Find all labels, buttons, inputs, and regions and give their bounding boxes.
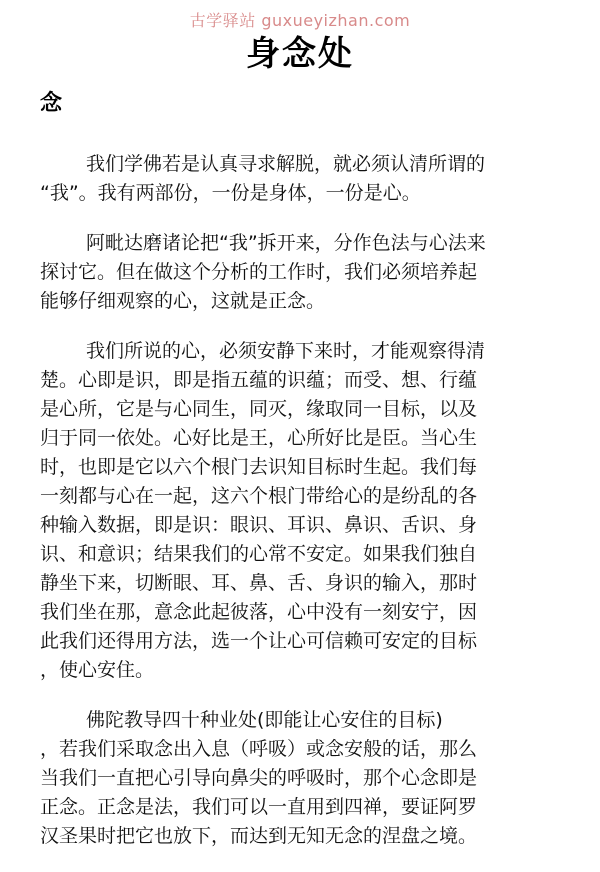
text-line: 汉圣果时把它也放下，而达到无知无念的涅盘之境。 <box>40 825 478 847</box>
text-line: 一刻都与心在一起，这六个根门带给心的是纷乱的各 <box>40 485 478 507</box>
paragraph <box>40 229 570 316</box>
text-line: “我”。我有两部份，一份是身体，一份是心。 <box>40 182 421 204</box>
text-line: 当我们一直把心引导向鼻尖的呼吸时，那个心念即是 <box>40 767 478 789</box>
text-line: 种输入数据，即是识：眼识、耳识、鼻识、舌识、身 <box>40 514 478 536</box>
text-line: 正念。正念是法，我们可以一直用到四禅，要证阿罗 <box>40 796 478 818</box>
text-line: 我们所说的心，必须安静下来时，才能观察得清 <box>86 340 486 362</box>
text-line: 我们学佛若是认真寻求解脱，就必须认清所谓的 <box>86 153 486 175</box>
text-line: 静坐下来，切断眼、耳、鼻、舌、身识的输入，那时 <box>40 572 478 594</box>
text-line: ，若我们采取念出入息（呼吸）或念安般的话，那么 <box>40 738 478 760</box>
text-line: 能够仔细观察的心，这就是正念。 <box>40 290 326 312</box>
paragraph <box>40 150 570 208</box>
text-line: ，使心安住。 <box>40 659 155 681</box>
text-line: 探讨它。但在做这个分析的工作时，我们必须培养起 <box>40 261 478 283</box>
text-line: 时，也即是它以六个根门去识知目标时生起。我们每 <box>40 456 478 478</box>
text-line: 楚。心即是识，即是指五蕴的识蕴；而受、想、行蕴 <box>40 369 478 391</box>
page-title: 身念处 <box>246 34 354 74</box>
text-line: 此我们还得用方法，选一个让心可信赖可安定的目标 <box>40 630 478 652</box>
text-line: 阿毗达磨诸论把“我”拆开来，分作色法与心法来 <box>86 232 486 254</box>
body-text <box>40 150 570 872</box>
text-line: 我们坐在那，意念此起彼落，心中没有一刻安宁，因 <box>40 601 478 623</box>
paragraph <box>40 337 570 685</box>
text-line: 佛陀教导四十种业处(即能让心安住的目标) <box>86 709 443 731</box>
site-watermark: 古学驿站 guxueyizhan.com <box>189 11 411 30</box>
section-heading: 念 <box>40 91 63 116</box>
text-line: 归于同一依处。心好比是王，心所好比是臣。当心生 <box>40 427 478 449</box>
text-line: 是心所，它是与心同生，同灭，缘取同一目标，以及 <box>40 398 478 420</box>
paragraph <box>40 706 570 851</box>
text-line: 识、和意识；结果我们的心常不安定。如果我们独自 <box>40 543 478 565</box>
